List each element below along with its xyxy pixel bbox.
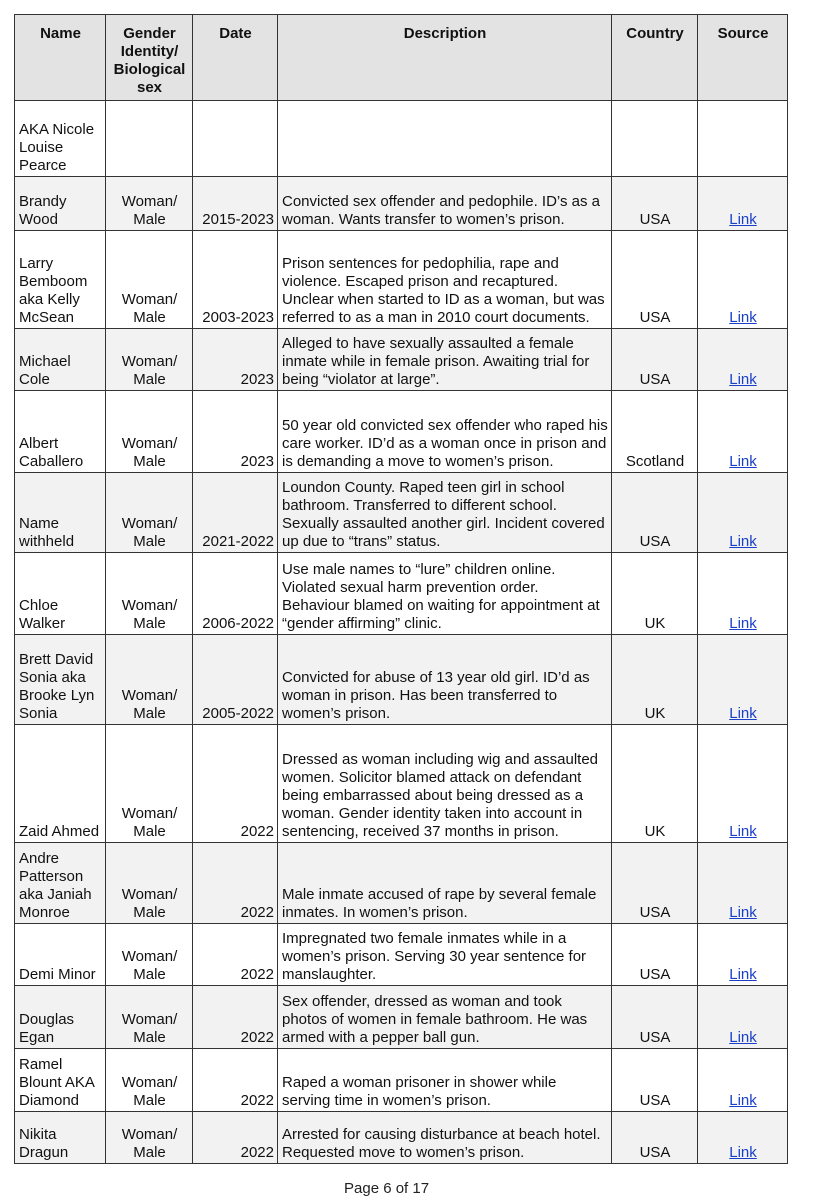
header-description: Description [278,15,612,101]
cell-source [698,553,788,635]
page-number: Page 6 of 17 [344,1180,430,1197]
cell-name: Ramel Blount AKA Diamond [15,1049,106,1112]
source-link[interactable]: Link [729,533,757,550]
incident-table [14,14,788,1164]
source-link[interactable]: Link [729,1029,757,1046]
cell-gender: Woman/ Male [106,473,193,553]
cell-description: Arrested for causing disturbance at beach hotel. Requested move to women’s prison. [278,1112,612,1164]
cell-source [698,843,788,924]
cell-source [698,177,788,231]
cell-date: 2022 [193,725,278,843]
cell-date [193,101,278,177]
header-gender: Gender Identity/ Biological sex [106,15,193,101]
cell-gender: Woman/ Male [106,1112,193,1164]
cell-source [698,725,788,843]
source-link[interactable]: Link [729,823,757,840]
cell-name: Name withheld [15,473,106,553]
header-source: Source [698,15,788,101]
cell-gender: Woman/ Male [106,635,193,725]
table-row [15,1049,788,1112]
cell-name: Zaid Ahmed [15,725,106,843]
table-row [15,725,788,843]
cell-name: AKA Nicole Louise Pearce [15,101,106,177]
table-row [15,329,788,391]
cell-name: Demi Minor [15,924,106,986]
cell-description: Dressed as woman including wig and assaulted women. Solicitor blamed attack on defendant being embarrassed about being dressed as a woman. Gender identity taken into account in sentencing, received 37 months in prison. [278,725,612,843]
source-link[interactable]: Link [729,904,757,921]
cell-source [698,231,788,329]
table-row [15,843,788,924]
source-link[interactable]: Link [729,966,757,983]
cell-source [698,473,788,553]
cell-date: 2003-2023 [193,231,278,329]
cell-date: 2015-2023 [193,177,278,231]
cell-gender: Woman/ Male [106,553,193,635]
cell-gender [106,101,193,177]
cell-gender: Woman/ Male [106,231,193,329]
cell-date: 2022 [193,924,278,986]
cell-description: Use male names to “lure” children online. Violated sexual harm prevention order. Behaviour blamed on waiting for appointment at “gender affirming” clinic. [278,553,612,635]
cell-source [698,1112,788,1164]
cell-gender: Woman/ Male [106,329,193,391]
table-row [15,177,788,231]
cell-description: Convicted for abuse of 13 year old girl. ID’d as woman in prison. Has been transferred to women’s prison. [278,635,612,725]
cell-source [698,924,788,986]
cell-country [612,101,698,177]
cell-source [698,101,788,177]
table-row [15,986,788,1049]
cell-country: USA [612,231,698,329]
table-row [15,231,788,329]
source-link[interactable]: Link [729,705,757,722]
source-link[interactable]: Link [729,1092,757,1109]
cell-gender: Woman/ Male [106,177,193,231]
table-row [15,635,788,725]
cell-country: USA [612,924,698,986]
source-link[interactable]: Link [729,371,757,388]
table-header-row [15,15,788,101]
cell-name: Nikita Dragun [15,1112,106,1164]
table-row [15,101,788,177]
cell-description: Sex offender, dressed as woman and took photos of women in female bathroom. He was armed with a pepper ball gun. [278,986,612,1049]
cell-date: 2006-2022 [193,553,278,635]
cell-country: USA [612,1049,698,1112]
cell-date: 2022 [193,843,278,924]
table-row [15,553,788,635]
source-link[interactable]: Link [729,453,757,470]
cell-country: USA [612,843,698,924]
header-date: Date [193,15,278,101]
cell-name: Michael Cole [15,329,106,391]
table-body [15,101,788,1164]
cell-country: USA [612,329,698,391]
source-link[interactable]: Link [729,615,757,632]
cell-date: 2023 [193,329,278,391]
cell-description: Prison sentences for pedophilia, rape and violence. Escaped prison and recaptured. Unclear when started to ID as a woman, but was referred to as a man in 2010 court documents. [278,231,612,329]
source-link[interactable]: Link [729,1144,757,1161]
cell-source [698,1049,788,1112]
cell-date: 2022 [193,1112,278,1164]
cell-name: Brandy Wood [15,177,106,231]
cell-country: USA [612,177,698,231]
cell-gender: Woman/ Male [106,843,193,924]
cell-country: USA [612,986,698,1049]
cell-gender: Woman/ Male [106,924,193,986]
cell-name: Andre Patterson aka Janiah Monroe [15,843,106,924]
cell-date: 2005-2022 [193,635,278,725]
table-row [15,1112,788,1164]
cell-country: UK [612,553,698,635]
source-link[interactable]: Link [729,211,757,228]
cell-country: UK [612,635,698,725]
cell-gender: Woman/ Male [106,1049,193,1112]
cell-country: USA [612,1112,698,1164]
cell-name: Albert Caballero [15,391,106,473]
cell-gender: Woman/ Male [106,391,193,473]
table-row [15,391,788,473]
cell-date: 2022 [193,1049,278,1112]
cell-gender: Woman/ Male [106,725,193,843]
cell-name: Larry Bemboom aka Kelly McSean [15,231,106,329]
cell-date: 2022 [193,986,278,1049]
cell-gender: Woman/ Male [106,986,193,1049]
cell-date: 2021-2022 [193,473,278,553]
source-link[interactable]: Link [729,309,757,326]
cell-description: Alleged to have sexually assaulted a female inmate while in female prison. Awaiting trial for being “violator at large”. [278,329,612,391]
cell-description [278,101,612,177]
cell-description: Convicted sex offender and pedophile. ID’s as a woman. Wants transfer to women’s prison. [278,177,612,231]
cell-name: Brett David Sonia aka Brooke Lyn Sonia [15,635,106,725]
cell-source [698,635,788,725]
cell-country: UK [612,725,698,843]
cell-source [698,329,788,391]
cell-date: 2023 [193,391,278,473]
cell-source [698,391,788,473]
cell-country: USA [612,473,698,553]
header-country: Country [612,15,698,101]
cell-description: Male inmate accused of rape by several female inmates. In women’s prison. [278,843,612,924]
cell-name: Chloe Walker [15,553,106,635]
cell-description: Loundon County. Raped teen girl in school bathroom. Transferred to different school. Sexually assaulted another girl. Incident covered up due to “trans” status. [278,473,612,553]
table-row [15,473,788,553]
cell-description: 50 year old convicted sex offender who raped his care worker. ID’d as a woman once in prison and is demanding a move to women’s prison. [278,391,612,473]
cell-description: Raped a woman prisoner in shower while serving time in women’s prison. [278,1049,612,1112]
cell-source [698,986,788,1049]
table-row [15,924,788,986]
cell-name: Douglas Egan [15,986,106,1049]
header-name: Name [15,15,106,101]
cell-country: Scotland [612,391,698,473]
cell-description: Impregnated two female inmates while in a women’s prison. Serving 30 year sentence for manslaughter. [278,924,612,986]
